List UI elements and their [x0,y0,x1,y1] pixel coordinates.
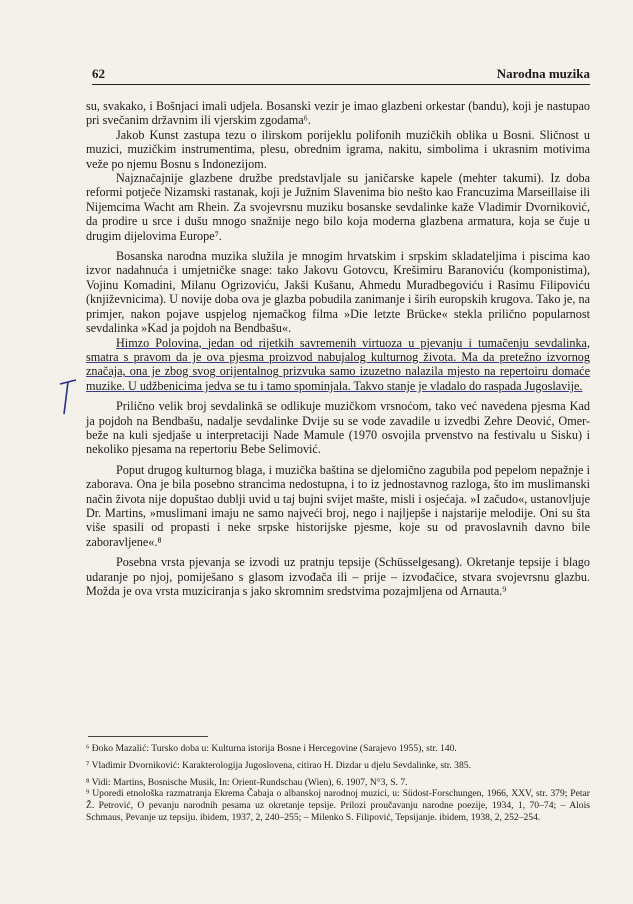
paragraph-underlined: Himzo Polovina, jedan od rijetkih savremenih virtuoza u pjevanju i tumačenju sevdalinka, smatra s pravom da je ova pjesma proizvod nabujalog kulturnog života. Ma da pretežno izvornog značaja, ona je zbog svog orijentalnog prizvuka samo izuzetno nalazila mjesto na repertoiru domaće muzike. U udžbenicima jedva se tu i tamo spominjala. Takvo stanje je vladalo do raspada Jugoslavije. [86,335,590,393]
page-header [92,66,590,85]
footnote-divider [88,736,208,737]
page-number: 62 [92,66,105,81]
footnote: ⁹ Uporedi etnološka razmatranja Ekrema Čabaja o albanskoj narodnoj muzici, u: Südost-Forschungen, 1966, XXV, str. 379; Petar Ž. Petrović, O pevanju narodnih pesama uz okretanje tepsije. Prilozi proučavanju narodne poezije, 1934, 1, 70–74; – Alois Schmaus, Pevanje uz tepsiju. ibidem, 1937, 2, 240–255; – Milenko S. Filipović, Tepsijanje. ibidem, 1938, 2, 252–254. [86,788,590,823]
paragraph: Bosanska narodna muzika služila je mnogim hrvatskim i srpskim skladateljima i piscima kao izvor nadahnuća i umjetničke snage: tako Jakovu Gotovcu, Krešimiru Baranoviću (komponistima), Vojinu Komadini, Milanu Ogrizoviću, Jakši Kušanu, Ahmedu Muradbegoviću i Rasimu Filipoviću (književnicima). U novije doba ova je glazba pobudila zanimanje i širih europskih krugova. Tako je, na primjer, nakon pojave uspjelog njemačkog filma »Die letzte Brücke« stekla prilično popularnost sevdalinka »Kad ja pojdoh na Bendbašu«. [86,249,590,336]
paragraph: Posebna vrsta pjevanja se izvodi uz pratnju tepsije (Schüsselgesang). Okretanje tepsije i blago udaranje po njoj, pomiješano s glasom izvođača ili – prije – izvođačice, stvara svojevrsnu glazbu. Možda je ova vrsta muziciranja s jako skromnim sredstvima pozajmljena od Arnauta.⁹ [86,555,590,598]
footnotes [86,743,590,829]
margin-mark-icon [58,378,80,418]
footnote: ⁷ Vladimir Dvorniković: Karakterologija Jugoslovena, citirao H. Dizdar u djelu Sevdalinke, str. 385. [86,759,471,771]
paragraph: Najznačajnije glazbene družbe predstavljale su janičarske kapele (mehter takumi). Iz doba reformi potječe Nizamski rastanak, koji je Južnim Slavenima bio nešto kao Francuzima Marseillaise ili Nijemcima Wacht am Rhein. Za svojevrsnu muziku bosanske sevdalinke kaže Vladimir Dvorniković, da prodire u srce i dušu mnogo snažnije nego bilo koja moderna glazbena armatura, koja se čuje u drugim dijelovima Europe⁷. [86,171,590,243]
paragraph: Jakob Kunst zastupa tezu o ilirskom porijeklu polifonih muzičkih oblika u Bosni. Sličnost u muzici, muzičkim instrumentima, plesu, obrednim igrama, nakitu, simbolima i ukrasnim motivima veže po njemu Bosnu s Indonezijom. [86,127,590,171]
paragraph: Poput drugog kulturnog blaga, i muzička baština se djelomično zagubila pod pepelom nepažnje i zaborava. Ona je bila posebno strancima nedostupna, i to iz jednostavnog razloga, što im muslimanski način života nije dopuštao dublji uvid u taj bujni svijet mašte, misli i osjećaja. »I začudo«, ustanovljuje Dr. Martins, »muslimani imaju ne samo najveći broj, nego i najljepše i najstarije melodije. Oni su šta više spasili od propasti i neke srpske historijske pjesme, koje su od pravoslavnih davno bile zaboravljene«.⁸ [86,462,590,549]
footnote: ⁶ Đoko Mazalić: Tursko doba u: Kulturna istorija Bosne i Hercegovine (Sarajevo 1955), str. 140. [86,743,457,754]
body-text [86,99,590,598]
footnote: ⁸ Vidi: Martins, Bosnische Musik, In: Orient-Rundschau (Wien), 6. 1907, N°3, S. 7. [86,776,408,788]
paragraph: su, svakako, i Bošnjaci imali udjela. Bosanski vezir je imao glazbeni orkestar (bandu), koji je nastupao pri svečanim državnim ili vjerskim zgodama⁶. [86,99,590,128]
paragraph: Prilično velik broj sevdalinkā se odlikuje muzičkom vrsnoćom, tako već navedena pjesma Kad ja pojdoh na Bendbašu, nadalje sevdalinke Dvije su se vode zavadile u izvedbi Zehre Deović, Omer-beže na kuli sjedjaše u interpretaciji Nade Mamule (1970 osvojila prvenstvo na festivalu u Sisku) i nekoliko pjesama na repertoriu Bebe Selimović. [86,399,590,457]
running-title: Narodna muzika [496,66,590,81]
